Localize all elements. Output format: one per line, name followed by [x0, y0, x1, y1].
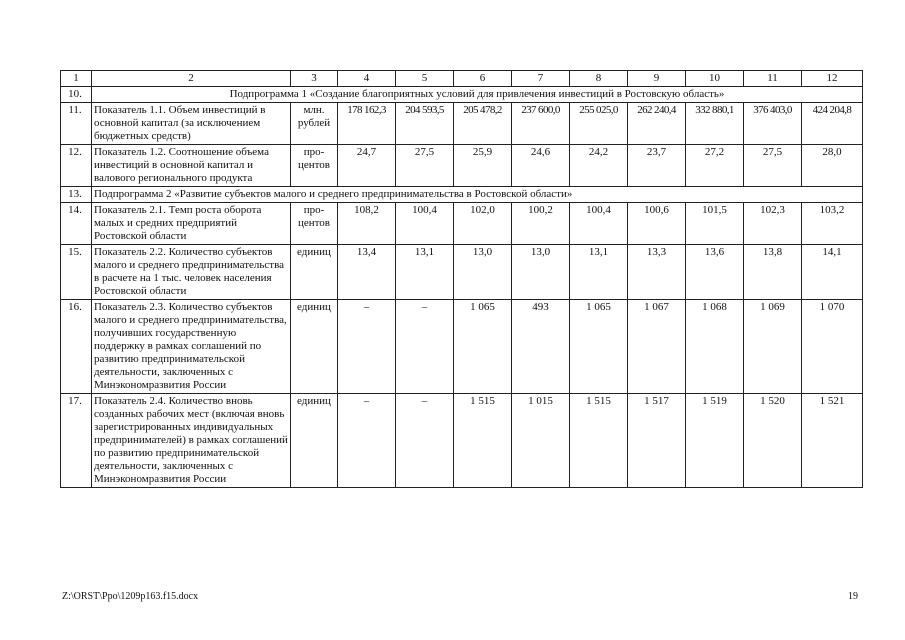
value-cell: 178 162,3 — [338, 103, 396, 145]
row-number: 16. — [61, 300, 92, 394]
unit-cell: про-центов — [291, 145, 338, 187]
subprogram-row — [61, 87, 863, 103]
value-cell: 1 068 — [686, 300, 744, 394]
row-number: 12. — [61, 145, 92, 187]
value-cell: 13,3 — [628, 245, 686, 300]
value-cell: 100,6 — [628, 203, 686, 245]
column-number-cell: 7 — [512, 71, 570, 87]
value-cell: 332 880,1 — [686, 103, 744, 145]
indicator-row — [61, 300, 863, 394]
footer-page-number: 19 — [848, 591, 858, 602]
table-body — [61, 71, 863, 488]
value-cell: 493 — [512, 300, 570, 394]
indicator-name: Показатель 2.1. Темп роста оборота малых и средних предприятий Ростовской области — [92, 203, 291, 245]
value-cell: 24,2 — [570, 145, 628, 187]
column-number-cell: 6 — [454, 71, 512, 87]
indicator-table — [60, 70, 863, 488]
row-number: 13. — [61, 187, 92, 203]
value-cell: 108,2 — [338, 203, 396, 245]
unit-cell: единиц — [291, 394, 338, 488]
value-cell: 24,6 — [512, 145, 570, 187]
value-cell: 100,4 — [396, 203, 454, 245]
value-cell: 27,2 — [686, 145, 744, 187]
subprogram-row — [61, 187, 863, 203]
value-cell: 102,3 — [744, 203, 802, 245]
value-cell: 1 065 — [454, 300, 512, 394]
subprogram-title: Подпрограмма 2 «Развитие субъектов малого и среднего предпринимательства в Ростовской области» — [92, 187, 863, 203]
value-cell: 1 519 — [686, 394, 744, 488]
value-cell: 100,2 — [512, 203, 570, 245]
column-number-cell: 9 — [628, 71, 686, 87]
value-cell: 102,0 — [454, 203, 512, 245]
column-number-cell: 4 — [338, 71, 396, 87]
value-cell: 376 403,0 — [744, 103, 802, 145]
row-number: 15. — [61, 245, 92, 300]
value-cell: 13,6 — [686, 245, 744, 300]
value-cell: 1 515 — [570, 394, 628, 488]
value-cell: 255 025,0 — [570, 103, 628, 145]
value-cell: 100,4 — [570, 203, 628, 245]
value-cell: 24,7 — [338, 145, 396, 187]
column-number-cell: 11 — [744, 71, 802, 87]
value-cell: 14,1 — [802, 245, 863, 300]
value-cell: 13,1 — [570, 245, 628, 300]
value-cell: 23,7 — [628, 145, 686, 187]
value-cell: 27,5 — [744, 145, 802, 187]
value-cell: 1 069 — [744, 300, 802, 394]
indicator-name: Показатель 2.4. Количество вновь созданных рабочих мест (включая вновь зарегистрированных индивидуальных предпринимателей) в рамках соглашений по развитию предпринимательской деятельности, заключенных с Минэкономразвития России — [92, 394, 291, 488]
value-cell: 101,5 — [686, 203, 744, 245]
value-cell: 27,5 — [396, 145, 454, 187]
value-cell: – — [338, 394, 396, 488]
row-number: 10. — [61, 87, 92, 103]
value-cell: – — [396, 394, 454, 488]
value-cell: 25,9 — [454, 145, 512, 187]
indicator-name: Показатель 2.2. Количество субъектов малого и среднего предпринимательства в расчете на 1 тыс. человек населения Ростовской области — [92, 245, 291, 300]
row-number: 17. — [61, 394, 92, 488]
indicator-row — [61, 203, 863, 245]
unit-cell: млн. рублей — [291, 103, 338, 145]
value-cell: 28,0 — [802, 145, 863, 187]
column-number-cell: 10 — [686, 71, 744, 87]
footer-file-path: Z:\ORST\Ppo\1209p163.f15.docx — [62, 591, 199, 602]
subprogram-title: Подпрограмма 1 «Создание благоприятных условий для привлечения инвестиций в Ростовскую область» — [92, 87, 863, 103]
column-number-cell: 2 — [92, 71, 291, 87]
value-cell: 1 015 — [512, 394, 570, 488]
unit-cell: про-центов — [291, 203, 338, 245]
value-cell: – — [338, 300, 396, 394]
value-cell: 13,4 — [338, 245, 396, 300]
value-cell: 13,1 — [396, 245, 454, 300]
row-number: 14. — [61, 203, 92, 245]
value-cell: 13,8 — [744, 245, 802, 300]
value-cell: – — [396, 300, 454, 394]
value-cell: 103,2 — [802, 203, 863, 245]
value-cell: 1 515 — [454, 394, 512, 488]
value-cell: 1 517 — [628, 394, 686, 488]
value-cell: 1 520 — [744, 394, 802, 488]
column-number-cell: 12 — [802, 71, 863, 87]
column-number-cell: 8 — [570, 71, 628, 87]
unit-cell: единиц — [291, 245, 338, 300]
indicator-row — [61, 394, 863, 488]
indicator-name: Показатель 2.3. Количество субъектов малого и среднего предпринимательства, получивших государственную поддержку в рамках соглашений по развитию предпринимательской деятельности, заключенных с Минэкономразвития России — [92, 300, 291, 394]
value-cell: 204 593,5 — [396, 103, 454, 145]
unit-cell: единиц — [291, 300, 338, 394]
value-cell: 262 240,4 — [628, 103, 686, 145]
column-number-cell: 5 — [396, 71, 454, 87]
value-cell: 1 065 — [570, 300, 628, 394]
column-number-row — [61, 71, 863, 87]
indicator-row — [61, 145, 863, 187]
value-cell: 13,0 — [512, 245, 570, 300]
value-cell: 205 478,2 — [454, 103, 512, 145]
value-cell: 1 067 — [628, 300, 686, 394]
indicator-name: Показатель 1.2. Соотношение объема инвестиций в основной капитал и валового регионального продукта — [92, 145, 291, 187]
value-cell: 1 521 — [802, 394, 863, 488]
column-number-cell: 1 — [61, 71, 92, 87]
row-number: 11. — [61, 103, 92, 145]
value-cell: 13,0 — [454, 245, 512, 300]
column-number-cell: 3 — [291, 71, 338, 87]
indicator-row — [61, 245, 863, 300]
indicator-row — [61, 103, 863, 145]
value-cell: 237 600,0 — [512, 103, 570, 145]
indicator-name: Показатель 1.1. Объем инвестиций в основной капитал (за исключением бюджетных средств) — [92, 103, 291, 145]
value-cell: 424 204,8 — [802, 103, 863, 145]
value-cell: 1 070 — [802, 300, 863, 394]
